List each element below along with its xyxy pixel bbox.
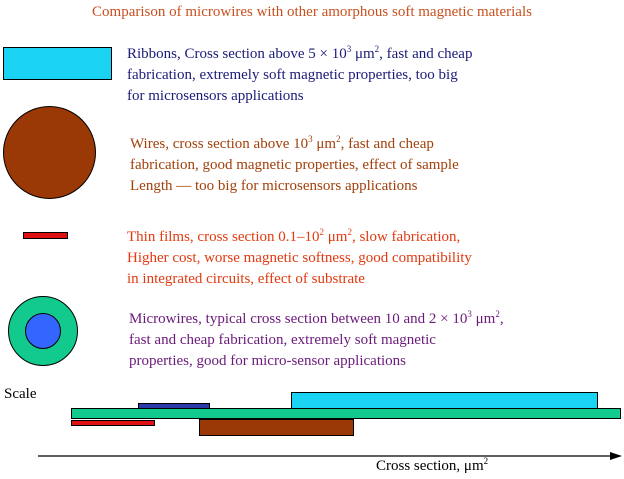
thin-films-line-2: Higher cost, worse magnetic softness, good compatibility [127, 250, 472, 266]
ribbons-line-1: Ribbons, Cross section above $5 \times 10^3$ $\mu m^2$, fast and cheap [127, 44, 473, 62]
scale-label: Scale [4, 386, 37, 402]
microwires-line-3: properties, good for micro-sensor applications [129, 353, 407, 369]
thin-films-description [127, 227, 472, 290]
wire-circle-shape [3, 106, 96, 199]
wires-line-1: Wires, cross section above $10^3$ $\mu m^2$, fast and cheap [130, 134, 434, 152]
wires-line-2: fabrication, good magnetic properties, effect of sample [130, 157, 459, 173]
scale-ribbon-bar [291, 392, 598, 409]
microwires-description [129, 309, 504, 372]
microwire-core-shape [25, 313, 61, 349]
microwires-line-1: Microwires, typical cross section between 10 and $2 \times 10^3$ $\mu m^2$, [129, 309, 504, 327]
wires-line-3: Length — too big for microsensors applications [130, 178, 418, 194]
ribbons-line-2: fabrication, extremely soft magnetic properties, too big [127, 67, 458, 83]
cross-section-axis-label: Cross section, $\mu m^2$ [376, 456, 489, 474]
ribbons-description [127, 44, 472, 107]
thin-films-line-3: in integrated circuits, effect of substrate [127, 271, 365, 287]
ribbon-shape [3, 47, 112, 80]
ribbons-line-3: for microsensors applications [127, 88, 304, 104]
cross-section-axis-arrow [36, 449, 624, 463]
scale-wire-bar [199, 419, 354, 436]
thin-film-shape [23, 232, 68, 239]
wires-description [130, 134, 459, 197]
scale-thin-film-bar [71, 420, 155, 426]
scale-microwire-bar [71, 408, 621, 419]
thin-films-line-1: Thin films, cross section $0.1-10^2$ $\mu m^2$, slow fabrication, [127, 227, 461, 245]
diagram-title: Comparison of microwires with other amorphous soft magnetic materials [92, 4, 532, 20]
microwires-line-2: fast and cheap fabrication, extremely soft magnetic [129, 332, 436, 348]
